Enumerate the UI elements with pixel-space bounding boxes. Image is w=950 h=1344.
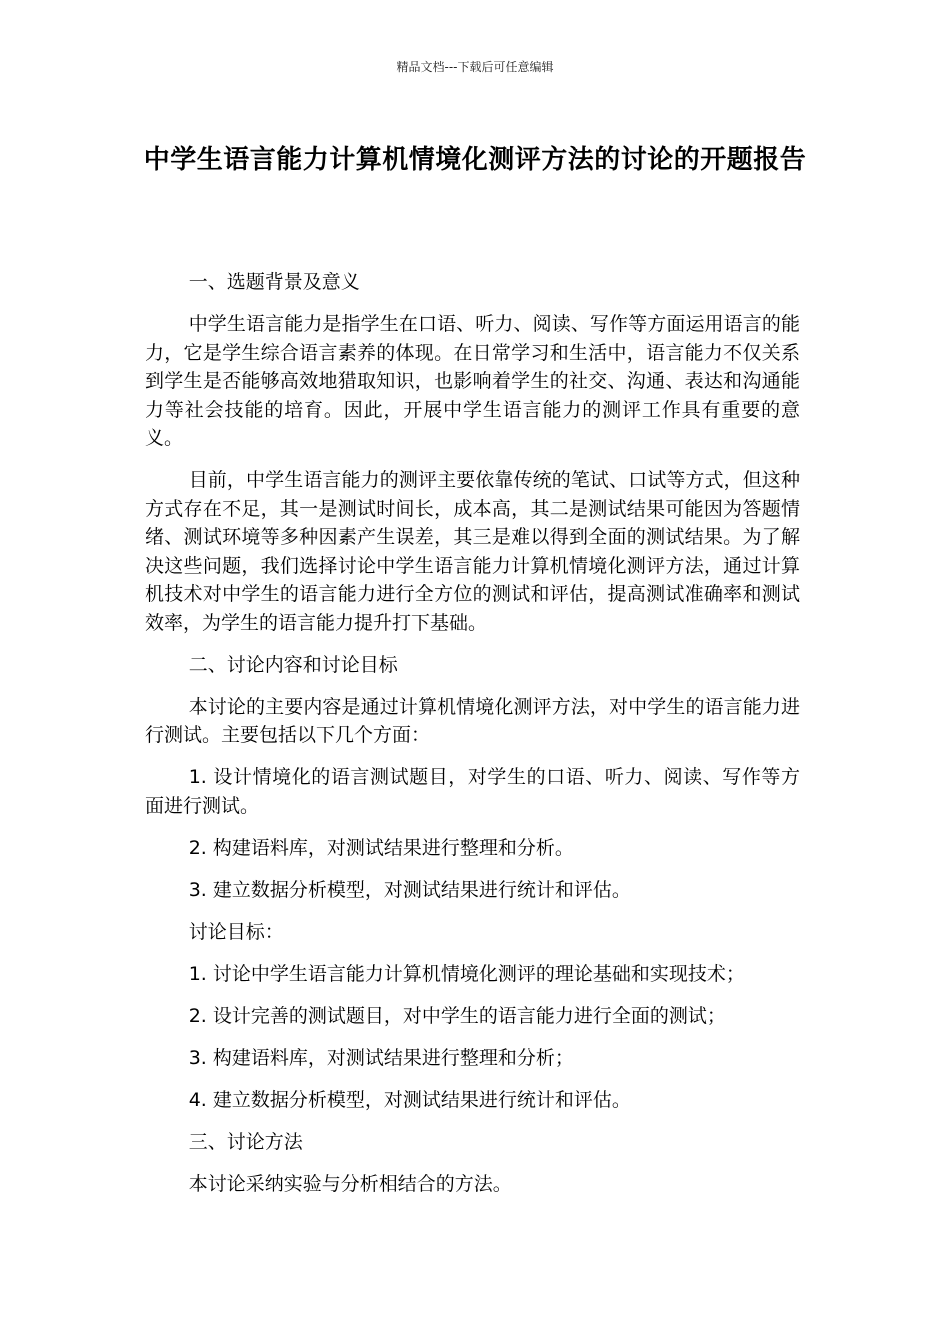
list-item-content-2: 2. 构建语料库，对测试结果进行整理和分析。 <box>188 836 574 859</box>
section-heading-background: 一、选题背景及意义 <box>188 271 360 293</box>
paragraph-method: 本讨论采纳实验与分析相结合的方法。 <box>188 1172 512 1195</box>
document-title: 中学生语言能力计算机情境化测评方法的讨论的开题报告 <box>143 145 807 175</box>
list-item-content-3: 3. 建立数据分析模型，对测试结果进行统计和评估。 <box>188 878 631 901</box>
header-note: 精品文档---下载后可任意编辑 <box>396 60 554 74</box>
list-item-goal-1: 1. 讨论中学生语言能力计算机情境化测评的理论基础和实现技术； <box>188 962 745 985</box>
list-item-content-1: 1. 设计情境化的语言测试题目，对学生的口语、听力、阅读、写作等方面进行测试。 <box>145 766 800 817</box>
list-item-goal-2: 2. 设计完善的测试题目，对中学生的语言能力进行全面的测试； <box>188 1004 726 1027</box>
paragraph-background-2: 目前，中学生语言能力的测评主要依靠传统的笔试、口试等方式，但这种方式存在不足，其一是测试时间长，成本高，其二是测试结果可能因为答题情绪、测试环境等多种因素产生误差，其三是难以得到全面的测试结果。为了解决这些问题，我们选择讨论中学生语言能力计算机情境化测评方法，通过计算机技术对中学生的语言能力进行全方位的测试和评估，提高测试准确率和测试效率，为学生的语言能力提升打下基础。 <box>145 469 800 634</box>
paragraph-background-1: 中学生语言能力是指学生在口语、听力、阅读、写作等方面运用语言的能力，它是学生综合语言素养的体现。在日常学习和生活中，语言能力不仅关系到学生是否能够高效地猎取知识，也影响着学生的社交、沟通、表达和沟通能力等社会技能的培育。因此，开展中学生语言能力的测评工作具有重要的意义。 <box>145 313 800 449</box>
section-heading-method: 三、讨论方法 <box>188 1130 303 1153</box>
list-item-goal-4: 4. 建立数据分析模型，对测试结果进行统计和评估。 <box>188 1088 631 1111</box>
goals-label: 讨论目标： <box>188 920 284 943</box>
section-heading-content: 二、讨论内容和讨论目标 <box>188 653 398 676</box>
paragraph-content-intro: 本讨论的主要内容是通过计算机情境化测评方法，对中学生的语言能力进行测试。主要包括以下几个方面： <box>145 695 800 746</box>
list-item-goal-3: 3. 构建语料库，对测试结果进行整理和分析； <box>188 1046 574 1069</box>
document-body <box>145 268 800 1212</box>
